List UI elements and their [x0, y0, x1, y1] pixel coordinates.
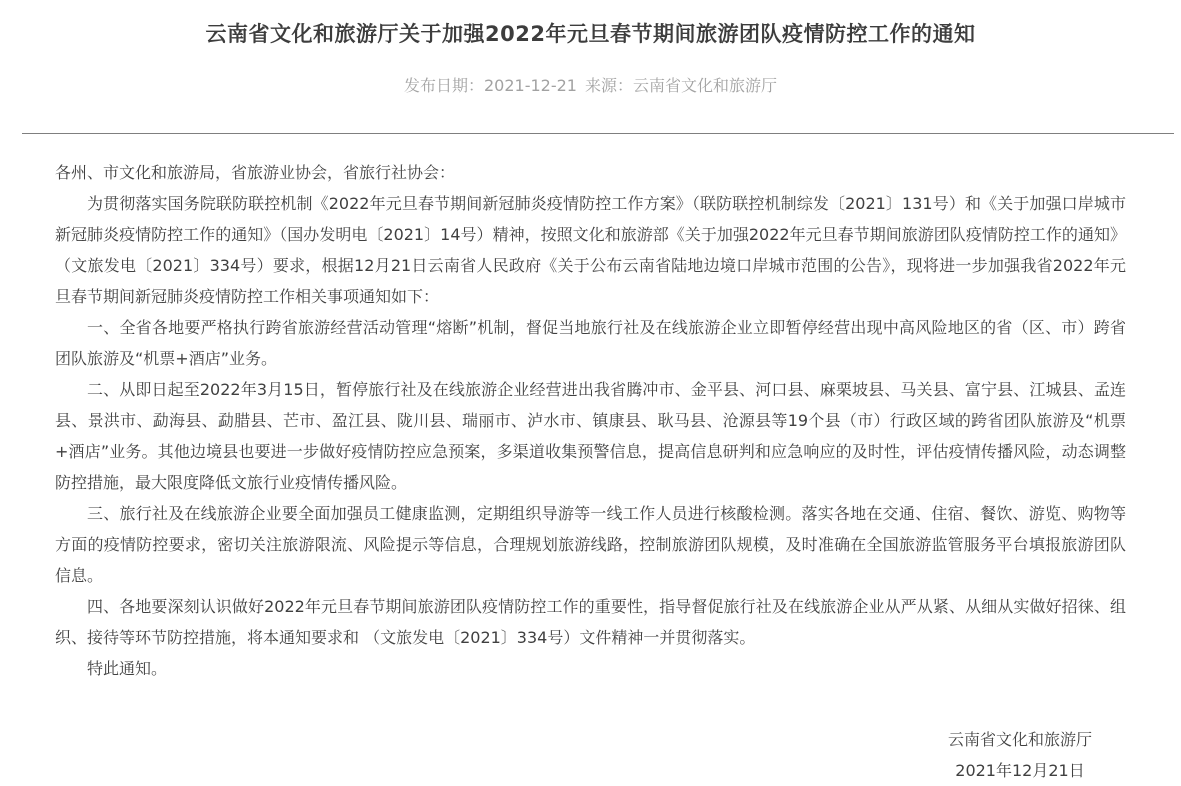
- paragraph-item-3: 三、旅行社及在线旅游企业要全面加强员工健康监测，定期组织导游等一线工作人员进行核酸检测。落实各地在交通、住宿、餐饮、游览、购物等方面的疫情防控要求，密切关注旅游限流、风险提示等信息，合理规划旅游线路，控制旅游团队规模，及时准确在全国旅游监管服务平台填报旅游团队信息。: [55, 504, 1126, 585]
- notice-body: [0, 157, 1181, 786]
- signature-org: 云南省文化和旅游厅: [947, 730, 1092, 749]
- paragraph-item-1: 一、全省各地要严格执行跨省旅游经营活动管理“熔断”机制，督促当地旅行社及在线旅游企业立即暂停经营出现中高风险地区的省（区、市）跨省团队旅游及“机票+酒店”业务。: [55, 318, 1126, 368]
- divider-line: [22, 133, 1174, 134]
- notice-page: [0, 20, 1181, 780]
- salutation: 各州、市文化和旅游局，省旅游业协会，省旅行社协会：: [55, 163, 456, 182]
- signature-date: 2021年12月21日: [955, 761, 1085, 780]
- paragraph-item-2: 二、从即日起至2022年3月15日，暂停旅行社及在线旅游企业经营进出我省腾冲市、金平县、河口县、麻栗坡县、马关县、富宁县、江城县、孟连县、景洪市、勐海县、勐腊县、芒市、盈江县、陇川县、瑞丽市、泸水市、镇康县、耿马县、沧源县等19个县（市）行政区域的跨省团队旅游及“机票+酒店”业务。其他边境县也要进一步做好疫情防控应急预案，多渠道收集预警信息，提高信息研判和应急响应的及时性，评估疫情传播风险，动态调整防控措施，最大限度降低文旅行业疫情传播风险。: [55, 380, 1126, 492]
- paragraph-intro: 为贯彻落实国务院联防联控机制《2022年元旦春节期间新冠肺炎疫情防控工作方案》（联防联控机制综发〔2021〕131号）和《关于加强口岸城市新冠肺炎疫情防控工作的通知》（国办发明电〔2021〕14号）精神，按照文化和旅游部《关于加强2022年元旦春节期间旅游团队疫情防控工作的通知》（文旅发电〔2021〕334号）要求，根据12月21日云南省人民政府《关于公布云南省陆地边境口岸城市范围的公告》，现将进一步加强我省2022年元旦春节期间新冠肺炎疫情防控工作相关事项通知如下：: [55, 194, 1126, 306]
- meta-line: [0, 77, 1181, 95]
- signature-block: [948, 724, 1092, 786]
- closing-line: 特此通知。: [87, 659, 168, 678]
- source-label: 来源：: [584, 76, 633, 95]
- publish-date-value: 2021-12-21: [484, 76, 577, 95]
- paragraph-item-4: 四、各地要深刻认识做好2022年元旦春节期间旅游团队疫情防控工作的重要性，指导督促旅行社及在线旅游企业从严从紧、从细从实做好招徕、组织、接待等环节防控措施，将本通知要求和 （文旅发电〔2021〕334号）文件精神一并贯彻落实。: [55, 597, 1126, 647]
- source-value: 云南省文化和旅游厅: [633, 76, 778, 95]
- publish-date-label: 发布日期：: [403, 76, 484, 95]
- page-title: 云南省文化和旅游厅关于加强2022年元旦春节期间旅游团队疫情防控工作的通知: [205, 22, 976, 46]
